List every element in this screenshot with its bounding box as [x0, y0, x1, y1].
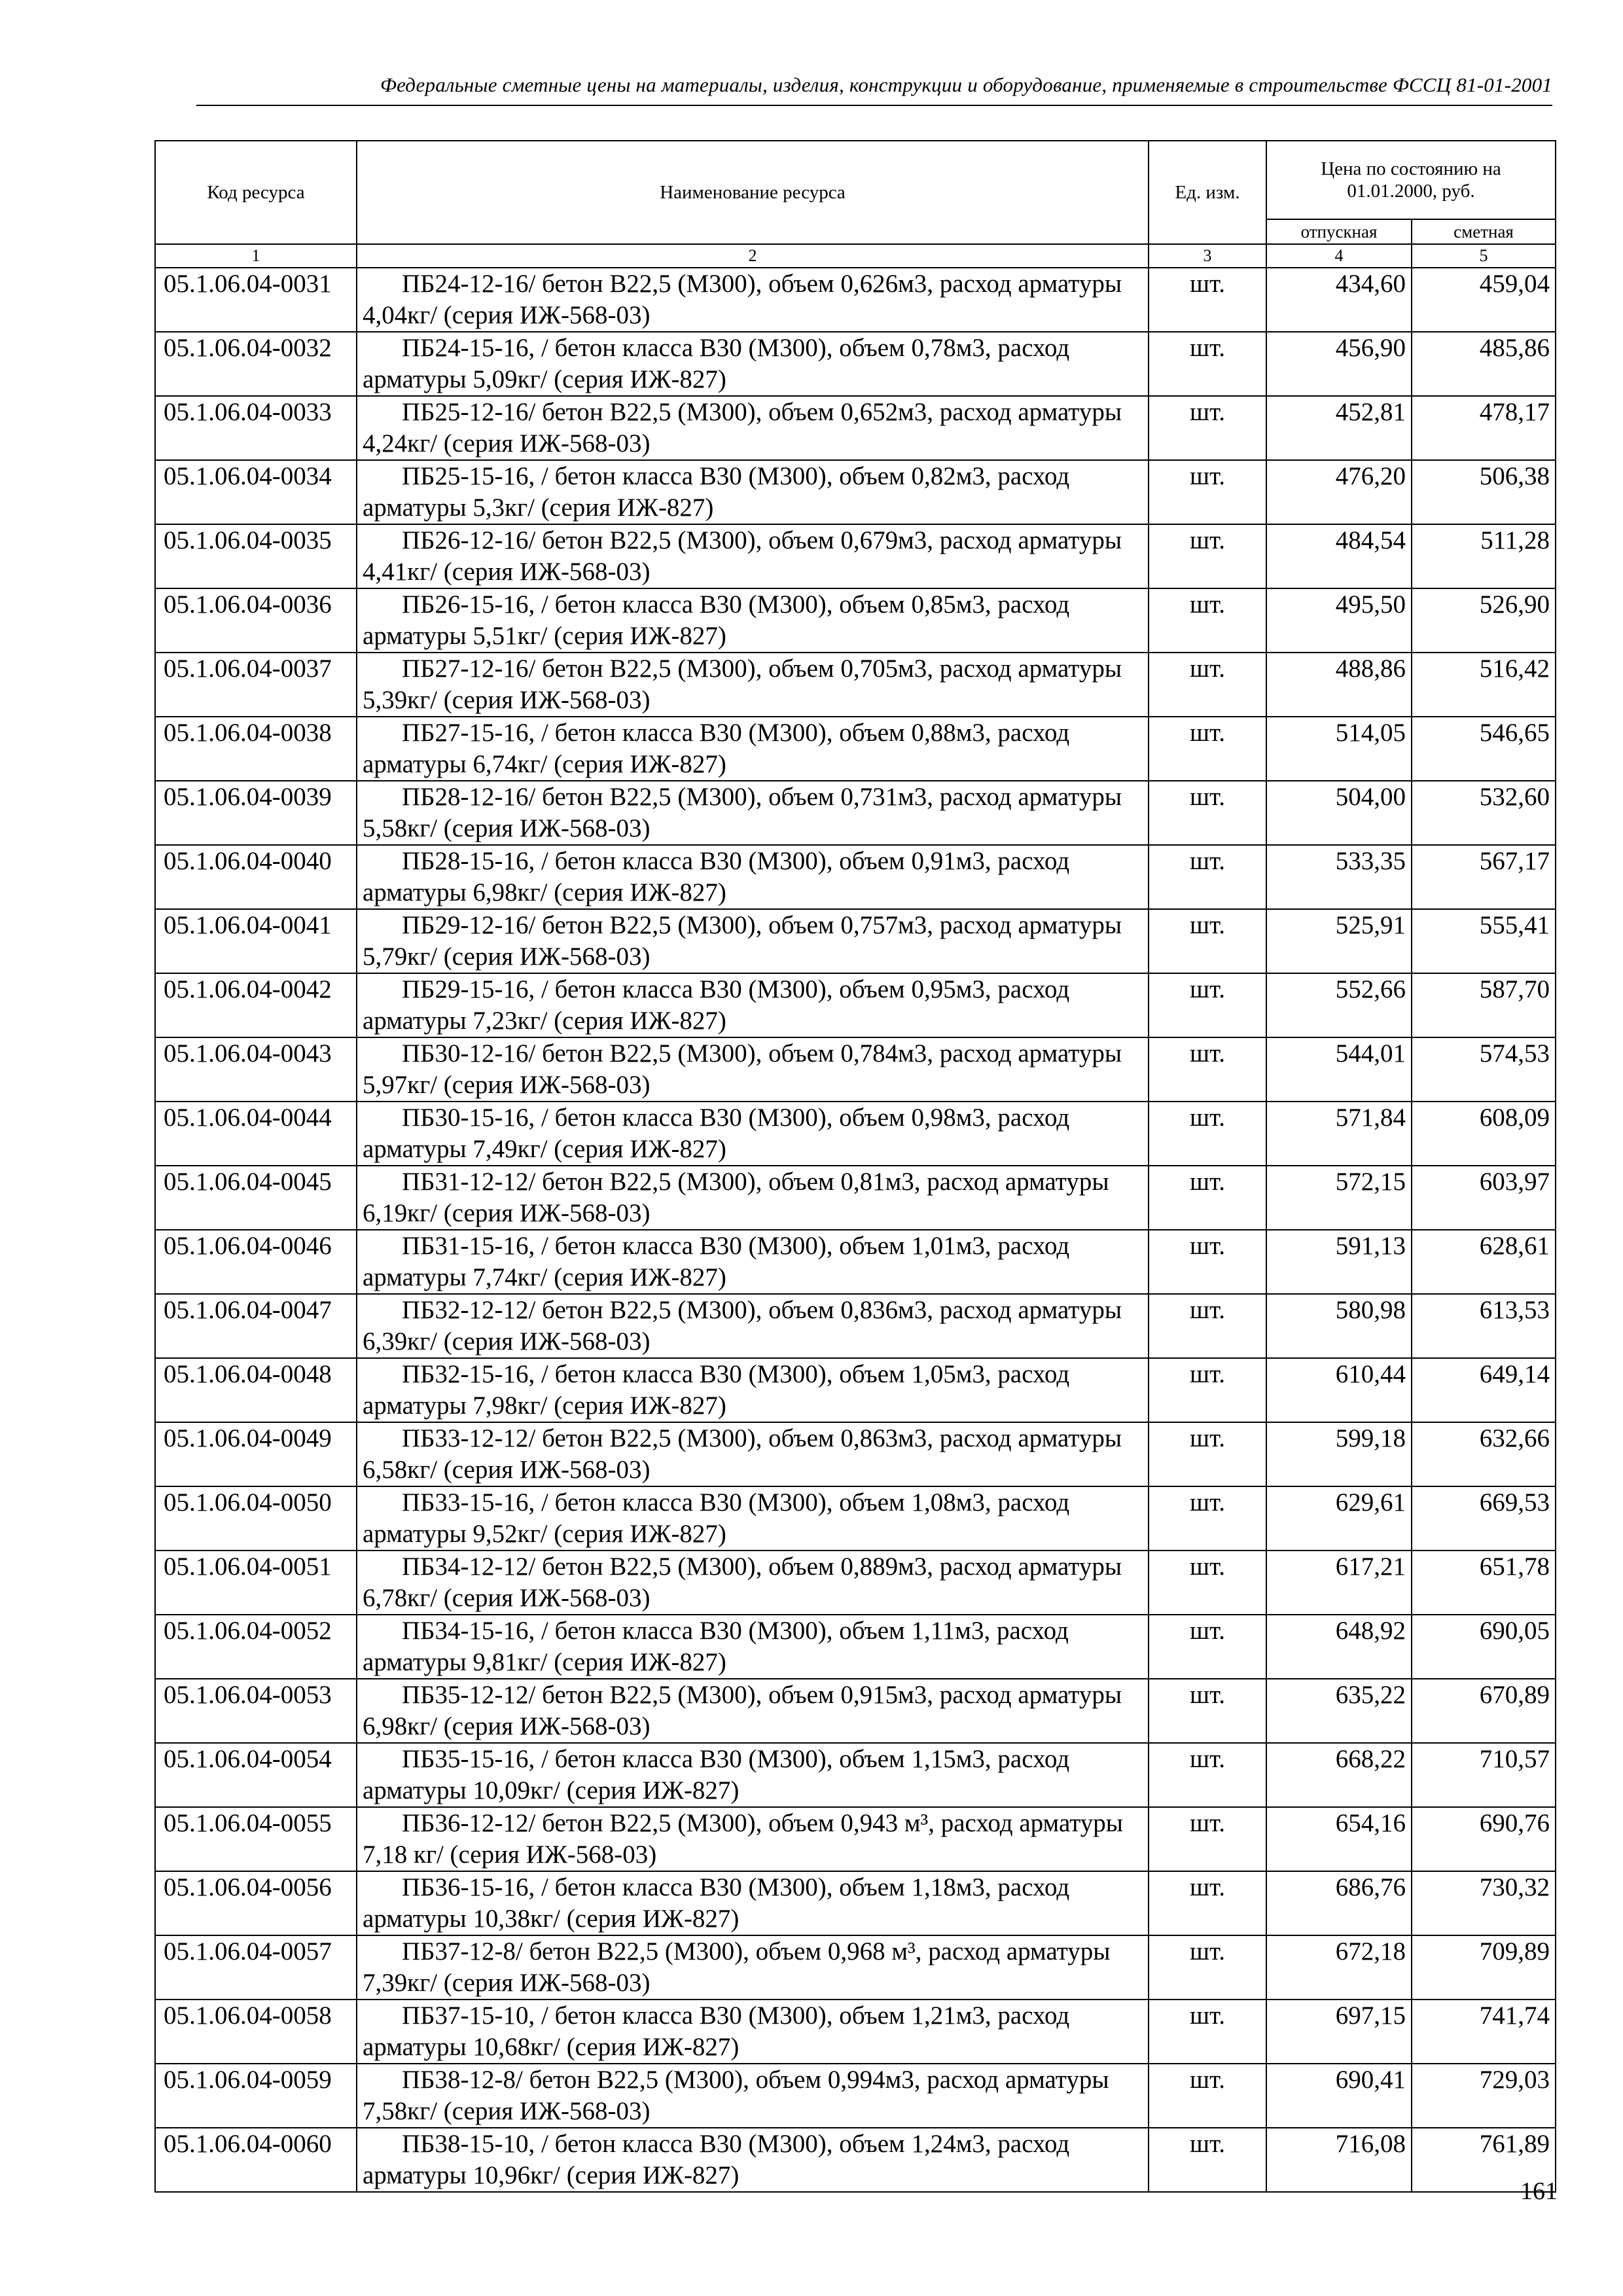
resource-code: 05.1.06.04-0045	[155, 1166, 357, 1230]
release-price: 686,76	[1266, 1871, 1412, 1935]
table-row	[155, 1294, 1556, 1358]
resource-code: 05.1.06.04-0055	[155, 1807, 357, 1871]
estimate-price: 613,53	[1412, 1294, 1556, 1358]
resource-name: ПБ31-12-12/ бетон В22,5 (М300), объем 0,81м3, расход арматуры 6,19кг/ (серия ИЖ-568-03)	[357, 1166, 1149, 1230]
unit: шт.	[1149, 524, 1266, 588]
resource-code: 05.1.06.04-0058	[155, 2000, 357, 2064]
column-number: 5	[1412, 244, 1556, 268]
estimate-price: 526,90	[1412, 588, 1556, 653]
resource-name: ПБ29-12-16/ бетон В22,5 (М300), объем 0,757м3, расход арматуры 5,79кг/ (серия ИЖ-568-03)	[357, 909, 1149, 973]
release-price: 571,84	[1266, 1102, 1412, 1166]
table-row	[155, 460, 1556, 524]
resource-name: ПБ32-15-16, / бетон класса В30 (М300), объем 1,05м3, расход арматуры 7,98кг/ (серия ИЖ-827)	[357, 1358, 1149, 1422]
estimate-price: 761,89	[1412, 2128, 1556, 2192]
resource-code: 05.1.06.04-0048	[155, 1358, 357, 1422]
resource-code: 05.1.06.04-0033	[155, 396, 357, 460]
table-row	[155, 588, 1556, 653]
table-row	[155, 781, 1556, 845]
unit: шт.	[1149, 1551, 1266, 1615]
estimate-price: 516,42	[1412, 653, 1556, 717]
release-price: 591,13	[1266, 1230, 1412, 1294]
estimate-price: 546,65	[1412, 717, 1556, 781]
resource-name: ПБ24-15-16, / бетон класса В30 (М300), объем 0,78м3, расход арматуры 5,09кг/ (серия ИЖ-827)	[357, 332, 1149, 396]
table-row	[155, 1166, 1556, 1230]
column-number: 2	[357, 244, 1149, 268]
table-row	[155, 1230, 1556, 1294]
resource-name: ПБ30-12-16/ бетон В22,5 (М300), объем 0,784м3, расход арматуры 5,97кг/ (серия ИЖ-568-03)	[357, 1037, 1149, 1102]
column-number: 1	[155, 244, 357, 268]
estimate-price: 567,17	[1412, 845, 1556, 909]
unit: шт.	[1149, 1166, 1266, 1230]
resource-name: ПБ24-12-16/ бетон В22,5 (М300), объем 0,626м3, расход арматуры 4,04кг/ (серия ИЖ-568-03)	[357, 268, 1149, 332]
release-price: 434,60	[1266, 268, 1412, 332]
resource-name: ПБ34-12-12/ бетон В22,5 (М300), объем 0,889м3, расход арматуры 6,78кг/ (серия ИЖ-568-03)	[357, 1551, 1149, 1615]
resource-name: ПБ26-15-16, / бетон класса В30 (М300), объем 0,85м3, расход арматуры 5,51кг/ (серия ИЖ-827)	[357, 588, 1149, 653]
table-row	[155, 1486, 1556, 1551]
table-row	[155, 1358, 1556, 1422]
resource-name: ПБ36-12-12/ бетон В22,5 (М300), объем 0,943 м³, расход арматуры 7,18 кг/ (серия ИЖ-568-03)	[357, 1807, 1149, 1871]
estimate-price: 690,76	[1412, 1807, 1556, 1871]
estimate-price: 669,53	[1412, 1486, 1556, 1551]
unit: шт.	[1149, 1743, 1266, 1807]
header-unit: Ед. изм.	[1149, 141, 1266, 244]
estimate-price: 709,89	[1412, 1935, 1556, 2000]
release-price: 580,98	[1266, 1294, 1412, 1358]
unit: шт.	[1149, 717, 1266, 781]
resource-code: 05.1.06.04-0031	[155, 268, 357, 332]
resource-name: ПБ29-15-16, / бетон класса В30 (М300), объем 0,95м3, расход арматуры 7,23кг/ (серия ИЖ-827)	[357, 973, 1149, 1037]
estimate-price: 649,14	[1412, 1358, 1556, 1422]
release-price: 452,81	[1266, 396, 1412, 460]
table-row	[155, 268, 1556, 332]
table-row	[155, 524, 1556, 588]
unit: шт.	[1149, 1807, 1266, 1871]
release-price: 484,54	[1266, 524, 1412, 588]
resource-code: 05.1.06.04-0047	[155, 1294, 357, 1358]
unit: шт.	[1149, 332, 1266, 396]
resource-code: 05.1.06.04-0052	[155, 1615, 357, 1679]
release-price: 495,50	[1266, 588, 1412, 653]
resource-name: ПБ34-15-16, / бетон класса В30 (М300), объем 1,11м3, расход арматуры 9,81кг/ (серия ИЖ-827)	[357, 1615, 1149, 1679]
resource-code: 05.1.06.04-0046	[155, 1230, 357, 1294]
resource-code: 05.1.06.04-0051	[155, 1551, 357, 1615]
estimate-price: 741,74	[1412, 2000, 1556, 2064]
table-row	[155, 1871, 1556, 1935]
resource-name: ПБ38-12-8/ бетон В22,5 (М300), объем 0,994м3, расход арматуры 7,58кг/ (серия ИЖ-568-03)	[357, 2064, 1149, 2128]
table-row	[155, 396, 1556, 460]
resource-code: 05.1.06.04-0040	[155, 845, 357, 909]
table-row	[155, 2128, 1556, 2192]
release-price: 648,92	[1266, 1615, 1412, 1679]
resource-name: ПБ35-15-16, / бетон класса В30 (М300), объем 1,15м3, расход арматуры 10,09кг/ (серия ИЖ-827)	[357, 1743, 1149, 1807]
resource-code: 05.1.06.04-0049	[155, 1422, 357, 1486]
resource-code: 05.1.06.04-0053	[155, 1679, 357, 1743]
release-price: 716,08	[1266, 2128, 1412, 2192]
resource-name: ПБ35-12-12/ бетон В22,5 (М300), объем 0,915м3, расход арматуры 6,98кг/ (серия ИЖ-568-03)	[357, 1679, 1149, 1743]
unit: шт.	[1149, 909, 1266, 973]
resource-name: ПБ36-15-16, / бетон класса В30 (М300), объем 1,18м3, расход арматуры 10,38кг/ (серия ИЖ-827)	[357, 1871, 1149, 1935]
resource-code: 05.1.06.04-0041	[155, 909, 357, 973]
estimate-price: 730,32	[1412, 1871, 1556, 1935]
running-header-title: Федеральные сметные цены на материалы, изделия, конструкции и оборудование, применяемые в строительстве ФССЦ 81-01-2001	[380, 73, 1552, 96]
unit: шт.	[1149, 1679, 1266, 1743]
estimate-price: 628,61	[1412, 1230, 1556, 1294]
resource-name: ПБ30-15-16, / бетон класса В30 (М300), объем 0,98м3, расход арматуры 7,49кг/ (серия ИЖ-827)	[357, 1102, 1149, 1166]
resource-name: ПБ37-12-8/ бетон В22,5 (М300), объем 0,968 м³, расход арматуры 7,39кг/ (серия ИЖ-568-03)	[357, 1935, 1149, 2000]
header-name: Наименование ресурса	[357, 141, 1149, 244]
release-price: 629,61	[1266, 1486, 1412, 1551]
header-rule	[196, 105, 1552, 106]
table-row	[155, 2000, 1556, 2064]
resource-code: 05.1.06.04-0036	[155, 588, 357, 653]
release-price: 635,22	[1266, 1679, 1412, 1743]
table-row	[155, 1422, 1556, 1486]
estimate-price: 506,38	[1412, 460, 1556, 524]
column-number: 4	[1266, 244, 1412, 268]
resource-name: ПБ25-12-16/ бетон В22,5 (М300), объем 0,652м3, расход арматуры 4,24кг/ (серия ИЖ-568-03)	[357, 396, 1149, 460]
unit: шт.	[1149, 460, 1266, 524]
resource-name: ПБ38-15-10, / бетон класса В30 (М300), объем 1,24м3, расход арматуры 10,96кг/ (серия ИЖ-827)	[357, 2128, 1149, 2192]
table-row	[155, 1551, 1556, 1615]
table-row	[155, 1743, 1556, 1807]
estimate-price: 670,89	[1412, 1679, 1556, 1743]
header-release-price: отпускная	[1266, 219, 1412, 244]
release-price: 552,66	[1266, 973, 1412, 1037]
table-row	[155, 1935, 1556, 2000]
header-estimate-price: сметная	[1412, 219, 1556, 244]
resource-code: 05.1.06.04-0057	[155, 1935, 357, 2000]
unit: шт.	[1149, 1037, 1266, 1102]
resource-name: ПБ27-15-16, / бетон класса В30 (М300), объем 0,88м3, расход арматуры 6,74кг/ (серия ИЖ-827)	[357, 717, 1149, 781]
release-price: 525,91	[1266, 909, 1412, 973]
unit: шт.	[1149, 781, 1266, 845]
unit: шт.	[1149, 2128, 1266, 2192]
unit: шт.	[1149, 1615, 1266, 1679]
release-price: 572,15	[1266, 1166, 1412, 1230]
resource-name: ПБ37-15-10, / бетон класса В30 (М300), объем 1,21м3, расход арматуры 10,68кг/ (серия ИЖ-827)	[357, 2000, 1149, 2064]
estimate-price: 459,04	[1412, 268, 1556, 332]
resource-code: 05.1.06.04-0042	[155, 973, 357, 1037]
release-price: 697,15	[1266, 2000, 1412, 2064]
table-row	[155, 1037, 1556, 1102]
table-row	[155, 973, 1556, 1037]
resource-name: ПБ31-15-16, / бетон класса В30 (М300), объем 1,01м3, расход арматуры 7,74кг/ (серия ИЖ-827)	[357, 1230, 1149, 1294]
resource-code: 05.1.06.04-0039	[155, 781, 357, 845]
release-price: 617,21	[1266, 1551, 1412, 1615]
unit: шт.	[1149, 2064, 1266, 2128]
release-price: 599,18	[1266, 1422, 1412, 1486]
resource-code: 05.1.06.04-0044	[155, 1102, 357, 1166]
resource-code: 05.1.06.04-0034	[155, 460, 357, 524]
estimate-price: 608,09	[1412, 1102, 1556, 1166]
resource-name: ПБ33-12-12/ бетон В22,5 (М300), объем 0,863м3, расход арматуры 6,58кг/ (серия ИЖ-568-03)	[357, 1422, 1149, 1486]
resource-code: 05.1.06.04-0037	[155, 653, 357, 717]
unit: шт.	[1149, 1230, 1266, 1294]
release-price: 456,90	[1266, 332, 1412, 396]
resource-name: ПБ28-15-16, / бетон класса В30 (М300), объем 0,91м3, расход арматуры 6,98кг/ (серия ИЖ-827)	[357, 845, 1149, 909]
release-price: 544,01	[1266, 1037, 1412, 1102]
header-code: Код ресурса	[155, 141, 357, 244]
estimate-price: 603,97	[1412, 1166, 1556, 1230]
unit: шт.	[1149, 653, 1266, 717]
table-row	[155, 717, 1556, 781]
estimate-price: 690,05	[1412, 1615, 1556, 1679]
unit: шт.	[1149, 845, 1266, 909]
resource-name: ПБ25-15-16, / бетон класса В30 (М300), объем 0,82м3, расход арматуры 5,3кг/ (серия ИЖ-827)	[357, 460, 1149, 524]
estimate-price: 632,66	[1412, 1422, 1556, 1486]
unit: шт.	[1149, 1102, 1266, 1166]
resource-name: ПБ27-12-16/ бетон В22,5 (М300), объем 0,705м3, расход арматуры 5,39кг/ (серия ИЖ-568-03)	[357, 653, 1149, 717]
unit: шт.	[1149, 1486, 1266, 1551]
unit: шт.	[1149, 396, 1266, 460]
estimate-price: 651,78	[1412, 1551, 1556, 1615]
estimate-price: 511,28	[1412, 524, 1556, 588]
unit: шт.	[1149, 2000, 1266, 2064]
table-row	[155, 909, 1556, 973]
table-row	[155, 653, 1556, 717]
estimate-price: 532,60	[1412, 781, 1556, 845]
resource-code: 05.1.06.04-0060	[155, 2128, 357, 2192]
table-row	[155, 332, 1556, 396]
release-price: 488,86	[1266, 653, 1412, 717]
table-row	[155, 1679, 1556, 1743]
unit: шт.	[1149, 1871, 1266, 1935]
unit: шт.	[1149, 1358, 1266, 1422]
resource-name: ПБ33-15-16, / бетон класса В30 (М300), объем 1,08м3, расход арматуры 9,52кг/ (серия ИЖ-827)	[357, 1486, 1149, 1551]
unit: шт.	[1149, 1294, 1266, 1358]
unit: шт.	[1149, 973, 1266, 1037]
unit: шт.	[1149, 1935, 1266, 2000]
release-price: 610,44	[1266, 1358, 1412, 1422]
table-row	[155, 1102, 1556, 1166]
release-price: 654,16	[1266, 1807, 1412, 1871]
estimate-price: 485,86	[1412, 332, 1556, 396]
column-number: 3	[1149, 244, 1266, 268]
release-price: 690,41	[1266, 2064, 1412, 2128]
unit: шт.	[1149, 1422, 1266, 1486]
estimate-price: 729,03	[1412, 2064, 1556, 2128]
price-table	[154, 140, 1556, 2193]
resource-code: 05.1.06.04-0043	[155, 1037, 357, 1102]
release-price: 533,35	[1266, 845, 1412, 909]
estimate-price: 478,17	[1412, 396, 1556, 460]
resource-name: ПБ28-12-16/ бетон В22,5 (М300), объем 0,731м3, расход арматуры 5,58кг/ (серия ИЖ-568-03)	[357, 781, 1149, 845]
resource-code: 05.1.06.04-0059	[155, 2064, 357, 2128]
release-price: 476,20	[1266, 460, 1412, 524]
resource-code: 05.1.06.04-0054	[155, 1743, 357, 1807]
estimate-price: 574,53	[1412, 1037, 1556, 1102]
release-price: 514,05	[1266, 717, 1412, 781]
resource-code: 05.1.06.04-0050	[155, 1486, 357, 1551]
estimate-price: 555,41	[1412, 909, 1556, 973]
release-price: 668,22	[1266, 1743, 1412, 1807]
header-price-group: Цена по состоянию на 01.01.2000, руб.	[1266, 141, 1556, 219]
unit: шт.	[1149, 588, 1266, 653]
release-price: 672,18	[1266, 1935, 1412, 2000]
resource-code: 05.1.06.04-0032	[155, 332, 357, 396]
page-number: 161	[1520, 2178, 1558, 2205]
resource-code: 05.1.06.04-0056	[155, 1871, 357, 1935]
estimate-price: 587,70	[1412, 973, 1556, 1037]
estimate-price: 710,57	[1412, 1743, 1556, 1807]
unit: шт.	[1149, 268, 1266, 332]
resource-code: 05.1.06.04-0035	[155, 524, 357, 588]
resource-name: ПБ32-12-12/ бетон В22,5 (М300), объем 0,836м3, расход арматуры 6,39кг/ (серия ИЖ-568-03)	[357, 1294, 1149, 1358]
table-row	[155, 1807, 1556, 1871]
table-row	[155, 1615, 1556, 1679]
table-row	[155, 2064, 1556, 2128]
release-price: 504,00	[1266, 781, 1412, 845]
table-body	[155, 268, 1556, 2192]
resource-code: 05.1.06.04-0038	[155, 717, 357, 781]
table-row	[155, 845, 1556, 909]
resource-name: ПБ26-12-16/ бетон В22,5 (М300), объем 0,679м3, расход арматуры 4,41кг/ (серия ИЖ-568-03)	[357, 524, 1149, 588]
